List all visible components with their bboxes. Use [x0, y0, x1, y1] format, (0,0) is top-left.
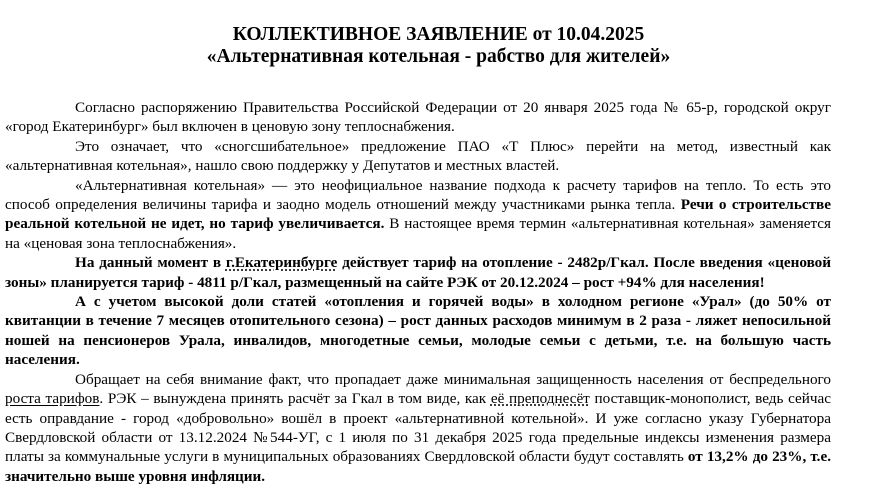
paragraph-tariff: [5, 253, 831, 292]
paragraph-protection-presented: её преподнесёт: [490, 390, 590, 408]
paragraph-heating-share: А с учетом высокой доли статей «отопления и горячей воды» в холодном регионе «Урал» (до 50% от квитанции в течение 7 месяцев отопительного сезона) – рост данных расходов минимум в 2 раза - ляжет непосильной ношей на пенсионеров Урала, инвалидов, многодетные семьи, молодые семьи с детьми, т.е. на большую часть населения.: [5, 293, 831, 369]
paragraph-alternative-boiler-term: В настоящее время термин «альтернативная котельная» заменяется на «ценовая зона теплоснабжения».: [5, 215, 832, 252]
document-title: КОЛЛЕКТИВНОЕ ЗАЯВЛЕНИЕ от 10.04.2025: [232, 24, 645, 45]
document-body: [5, 98, 831, 486]
paragraph-protection-indexes: от 13,2% до 23%, т.е. значительно выше уровня инфляции.: [5, 448, 831, 485]
document-subtitle: «Альтернативная котельная - рабство для жителей»: [206, 46, 671, 67]
paragraph-protection: [5, 370, 831, 486]
paragraph-protection-decree: поставщик-монополист, ведь сейчас есть оправдание - город «добровольно» вошёл в проект «альтернативной котельной». И уже согласно указу Губернатора Свердловской области от 13.12.2024 №544-УГ, с 1 июля по 31 декабря 2025 года предельные индексы изменения размера платы за коммунальные услуги в муниципальных образованиях Свердловской области будут составлять: [5, 390, 832, 466]
paragraph-protection-rek: . РЭК – вынуждена принять расчёт за Гкал в том виде, как: [99, 390, 487, 408]
paragraph-alternative-boiler: [5, 176, 831, 254]
paragraph-tariff-text: действует тариф на отопление - 2482р/Гкал. После введения «ценовой зоны» планируется тариф - 4811 р/Гкал, размещенный на сайте РЭК от 20.12.2024 – рост +94% для населения!: [5, 254, 832, 291]
paragraph-proposal: Это означает, что «сногсшибательное» предложение ПАО «Т Плюс» перейти на метод, известный как «альтернативная котельная», нашло свою поддержку у Депутатов и местных властей.: [5, 137, 831, 175]
paragraph-alternative-boiler-emphasis: Речи о строительстве реальной котельной не идет, но тариф увеличивается.: [5, 196, 831, 233]
paragraph-alternative-boiler-text: «Альтернативная котельная» — это неофициальное название подхода к расчету тарифов на тепло. То есть это способ определения величины тарифа и заодно модель отношений между участниками рынка тепла.: [5, 176, 831, 214]
paragraph-tariff-lead: На данный момент в: [75, 254, 222, 272]
paragraph-tariff-city: г.Екатеринбурге: [225, 254, 338, 272]
paragraph-protection-lead: Обращает на себя внимание факт, что пропадает даже минимальная защищенность населения от беспредельного: [75, 370, 831, 388]
paragraph-decree: Согласно распоряжению Правительства Российской Федерации от 20 января 2025 года № 65-р, городской округ «город Екатеринбург» был включен в ценовую зону теплоснабжения.: [5, 99, 831, 136]
paragraph-protection-tariff-growth: роста тарифов: [5, 390, 100, 408]
